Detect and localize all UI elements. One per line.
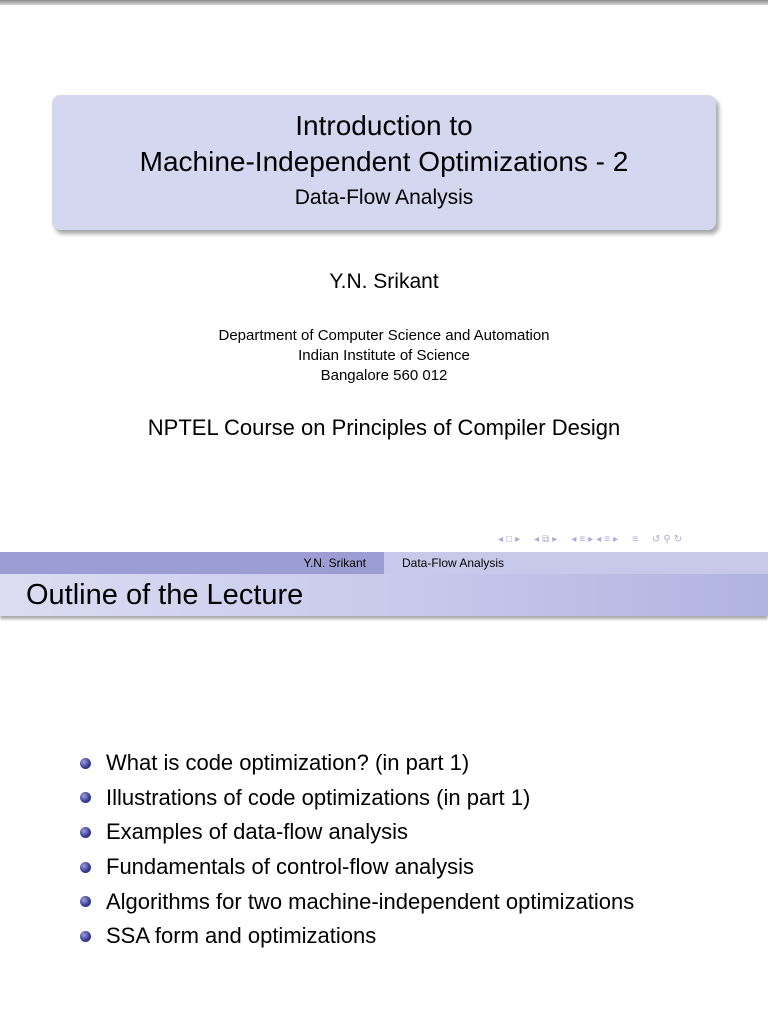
outline-list [80, 746, 634, 954]
list-item [80, 781, 634, 816]
list-item-text: Fundamentals of control-flow analysis [106, 854, 475, 880]
bullet-icon [80, 896, 91, 907]
slide-subtitle: Data-Flow Analysis [294, 186, 474, 209]
footline-author: Y.N. Srikant [0, 552, 384, 574]
bullet-icon [80, 931, 91, 942]
list-item-text: Examples of data-flow analysis [106, 819, 409, 845]
nav-next-subsection-icon[interactable]: ▸ [552, 533, 558, 545]
list-item-text: Algorithms for two machine-independent optimizations [106, 888, 635, 914]
footline [0, 552, 768, 574]
nav-prev-subsection-icon[interactable]: ◂ [534, 533, 540, 545]
slide-title-line-1: Introduction to [295, 110, 473, 141]
slide-title-line-2: Machine-Independent Optimizations - 2 [139, 146, 629, 177]
list-item [80, 919, 634, 954]
institute-line-name: Indian Institute of Science [298, 347, 470, 364]
list-item [80, 815, 634, 850]
list-item [80, 746, 634, 781]
frame-title: Outline of the Lecture [26, 579, 304, 611]
list-item [80, 850, 634, 885]
nav-subsection-icon[interactable]: ⧉ [542, 533, 550, 545]
nav-prev-icon[interactable]: ◂ [498, 533, 504, 545]
nav-next-section-icon[interactable]: ▸ [588, 533, 594, 545]
frame-title-bar [0, 574, 768, 616]
nav-back-icon[interactable]: ↺ [651, 533, 661, 545]
institute-line-department: Department of Computer Science and Automation [218, 327, 550, 344]
course-name: NPTEL Course on Principles of Compiler Design [147, 415, 621, 440]
list-item-text: SSA form and optimizations [106, 923, 377, 949]
nav-frame-icon[interactable]: □ [506, 533, 513, 545]
institute-block [0, 326, 768, 386]
list-item [80, 884, 634, 919]
nav-search-icon[interactable]: ⚲ [663, 533, 671, 545]
navigation-symbols: ◂ □ ▸ ◂ ⧉ ▸ ◂ ≡ ▸ ◂ ≡ ▸ ≡ ↺ ⚲ ↻ [498, 533, 683, 545]
title-box [52, 95, 716, 230]
list-item-text: What is code optimization? (in part 1) [106, 750, 470, 776]
nav-next-icon[interactable]: ▸ [515, 533, 521, 545]
nav-forward-icon[interactable]: ↻ [673, 533, 683, 545]
page-top-edge [0, 0, 768, 5]
nav-toc-icon[interactable]: ≡ [632, 533, 638, 545]
list-item-text: Illustrations of code optimizations (in part 1) [106, 784, 531, 810]
institute-line-address: Bangalore 560 012 [320, 367, 448, 384]
bullet-icon [80, 862, 91, 873]
nav-section-icon[interactable]: ≡ [579, 533, 586, 545]
author-name: Y.N. Srikant [329, 270, 439, 293]
bullet-icon [80, 827, 91, 838]
bullet-icon [80, 758, 91, 769]
nav-prev-section-icon[interactable]: ◂ [571, 533, 577, 545]
footline-title: Data-Flow Analysis [384, 552, 768, 574]
bullet-icon [80, 792, 91, 803]
